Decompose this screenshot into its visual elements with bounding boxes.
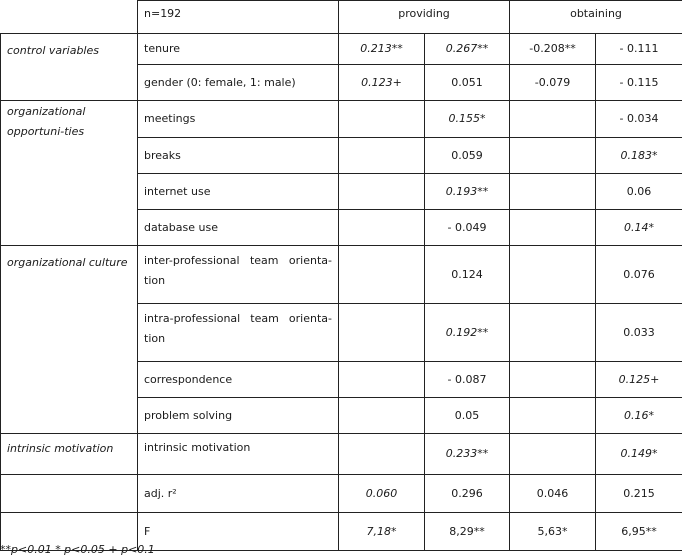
variable-label: problem solving [138, 398, 339, 434]
table-header-row [1, 1, 682, 34]
variable-label: gender (0: female, 1: male) [138, 65, 339, 101]
group-header-providing: providing [339, 1, 510, 34]
variable-label: meetings [138, 101, 339, 138]
obtaining-model-1-value: -0.079 [510, 65, 596, 101]
providing-model-2-value: 0.193** [425, 174, 510, 210]
providing-model-1-value [339, 174, 425, 210]
table-row [1, 101, 682, 138]
providing-model-2-value: - 0.087 [425, 362, 510, 398]
obtaining-model-2-value: - 0.115 [596, 65, 682, 101]
providing-model-2-value: 0.155* [425, 101, 510, 138]
obtaining-model-2-value: 0.215 [596, 475, 682, 513]
variable-label: correspondence [138, 362, 339, 398]
obtaining-model-2-value: 0.033 [596, 304, 682, 362]
providing-model-1-value: 0.213** [339, 34, 425, 65]
providing-model-2-value: 0.233** [425, 434, 510, 475]
providing-model-1-value [339, 101, 425, 138]
obtaining-model-2-value: 0.14* [596, 210, 682, 246]
variable-label: tenure [138, 34, 339, 65]
obtaining-model-2-value: 6,95** [596, 513, 682, 551]
variable-label: database use [138, 210, 339, 246]
group-header-obtaining: obtaining [510, 1, 682, 34]
category-label: control variables [1, 34, 138, 101]
providing-model-1-value: 0.123+ [339, 65, 425, 101]
obtaining-model-1-value: 5,63* [510, 513, 596, 551]
providing-model-1-value [339, 398, 425, 434]
providing-model-1-value [339, 138, 425, 174]
obtaining-model-1-value [510, 398, 596, 434]
table-row [1, 34, 682, 65]
header-empty-cell [1, 1, 138, 34]
providing-model-1-value [339, 362, 425, 398]
providing-model-1-value: 0.060 [339, 475, 425, 513]
obtaining-model-1-value [510, 210, 596, 246]
providing-model-2-value: 8,29** [425, 513, 510, 551]
providing-model-1-value [339, 434, 425, 475]
obtaining-model-1-value [510, 434, 596, 475]
obtaining-model-1-value [510, 101, 596, 138]
providing-model-2-value: - 0.049 [425, 210, 510, 246]
obtaining-model-1-value [510, 362, 596, 398]
variable-label: breaks [138, 138, 339, 174]
variable-label: internet use [138, 174, 339, 210]
obtaining-model-2-value: 0.125+ [596, 362, 682, 398]
providing-model-1-value [339, 304, 425, 362]
providing-model-1-value [339, 210, 425, 246]
obtaining-model-1-value [510, 304, 596, 362]
obtaining-model-2-value: - 0.111 [596, 34, 682, 65]
providing-model-2-value: 0.192** [425, 304, 510, 362]
obtaining-model-2-value: 0.183* [596, 138, 682, 174]
providing-model-1-value: 7,18* [339, 513, 425, 551]
variable-label: F [138, 513, 339, 551]
providing-model-2-value: 0.296 [425, 475, 510, 513]
variable-label: intra-professional team orienta-tion [138, 304, 339, 362]
table-row [1, 475, 682, 513]
providing-model-2-value: 0.124 [425, 246, 510, 304]
obtaining-model-1-value [510, 246, 596, 304]
providing-model-2-value: 0.059 [425, 138, 510, 174]
providing-model-2-value: 0.05 [425, 398, 510, 434]
table-row [1, 434, 682, 475]
sample-size-label: n=192 [138, 1, 339, 34]
providing-model-2-value: 0.051 [425, 65, 510, 101]
obtaining-model-2-value: 0.06 [596, 174, 682, 210]
category-label: organizational opportuni-ties [1, 101, 138, 246]
obtaining-model-1-value [510, 138, 596, 174]
obtaining-model-2-value: 0.076 [596, 246, 682, 304]
obtaining-model-2-value: - 0.034 [596, 101, 682, 138]
providing-model-2-value: 0.267** [425, 34, 510, 65]
variable-label: adj. r² [138, 475, 339, 513]
category-label [1, 475, 138, 513]
obtaining-model-1-value: -0.208** [510, 34, 596, 65]
obtaining-model-1-value [510, 174, 596, 210]
obtaining-model-2-value: 0.149* [596, 434, 682, 475]
category-label: intrinsic motivation [1, 434, 138, 475]
significance-footnote: **p<0.01 * p<0.05 + p<0.1 [0, 543, 155, 556]
category-label: organizational culture [1, 246, 138, 434]
providing-model-1-value [339, 246, 425, 304]
table-row [1, 246, 682, 304]
obtaining-model-2-value: 0.16* [596, 398, 682, 434]
obtaining-model-1-value: 0.046 [510, 475, 596, 513]
variable-label: intrinsic motivation [138, 434, 339, 475]
variable-label: inter-professional team orienta-tion [138, 246, 339, 304]
